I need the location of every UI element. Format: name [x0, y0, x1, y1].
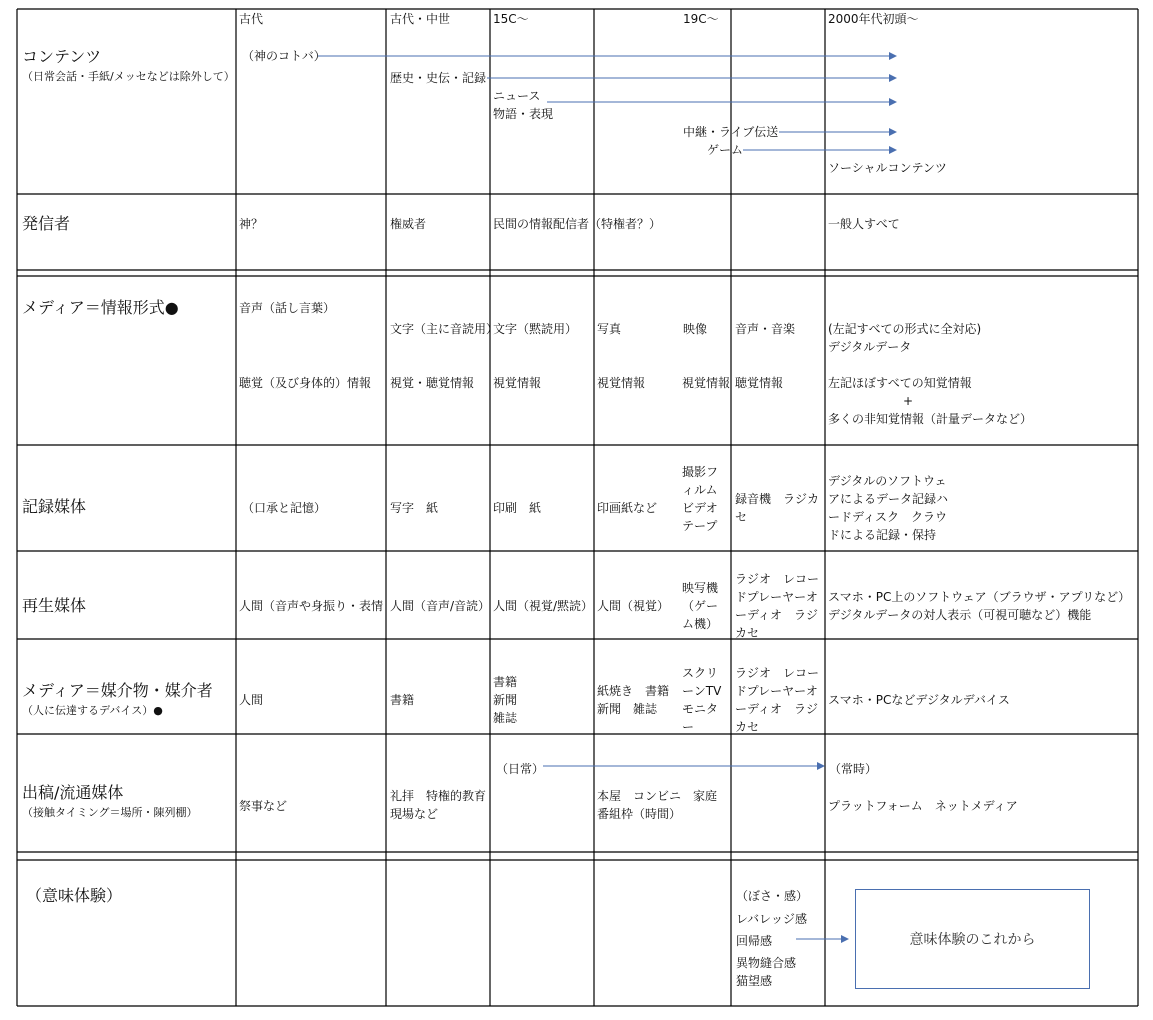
sender-cell: 権威者 [390, 217, 427, 231]
meaning-item: レバレッジ感 [736, 912, 808, 926]
record-cell: （口承と記憶） [242, 501, 327, 515]
distribution-cell: 番組枠（時間） [597, 807, 682, 821]
intermediary-cell: スマホ・PCなどデジタルデバイス [828, 693, 1010, 707]
record-cell: 撮影フィルムビデオテープ [682, 465, 719, 533]
row-label-intermediary: メディア＝媒介物・媒介者 [22, 681, 213, 700]
distribution-cell: 礼拝 特権的教育 [390, 789, 487, 803]
distribution-cell: 現場など [390, 807, 439, 821]
era-2000s: 2000年代初頭～ [828, 12, 919, 26]
intermediary-cell: 紙焼き 書籍 [597, 684, 670, 698]
playback-cell: 人間（視覚） [597, 599, 670, 613]
era-ancient: 古代 [239, 12, 264, 26]
row-sublabel-intermediary: （人に伝達するデバイス）● [22, 704, 163, 717]
intermediary-cell: 人間 [239, 693, 264, 707]
row-sublabel-distribution: （接触タイミング＝場所・陳列棚） [22, 806, 198, 819]
meaning-future-box: 意味体験のこれから [855, 889, 1090, 989]
format-cell: 文字（主に音読用） [390, 322, 499, 336]
intermediary-cell: ラジオ レコードプレーヤーオーディオ ラジカセ [735, 666, 820, 734]
row-label-media-form: メディア＝情報形式● [22, 298, 179, 317]
record-cell: 写字 紙 [390, 501, 439, 515]
era-19c: 19C～ [683, 12, 719, 26]
row-label-record: 記録媒体 [22, 497, 87, 516]
format-cell: 写真 [597, 322, 622, 336]
intermediary-cell: 新聞 雑誌 [597, 702, 658, 716]
content-item: 中継・ライブ伝送 [683, 125, 779, 139]
sense-cell: 視覚情報 [597, 376, 646, 390]
meaning-item: （ぼさ・感） [736, 889, 809, 903]
sense-plus: + [903, 394, 914, 408]
sense-cell: 聴覚（及び身体的）情報 [239, 376, 372, 390]
format-cell: 文字（黙読用） [493, 322, 578, 336]
format-cell: (左記すべての形式に全対応) [828, 322, 982, 336]
distribution-cell: （常時） [829, 762, 878, 776]
intermediary-cell: 新聞 [493, 693, 518, 707]
content-item: （神のコトバ） [242, 49, 326, 63]
sense-cell: 多くの非知覚情報（計量データなど） [828, 412, 1033, 426]
era-ancient-medieval: 古代・中世 [390, 12, 451, 26]
row-label-sender: 発信者 [22, 214, 71, 233]
sender-cell: 一般人すべて [828, 217, 900, 231]
playback-cell: スマホ・PC上のソフトウェア（ブラウザ・アプリなど） [828, 590, 1131, 604]
playback-cell: ラジオ レコードプレーヤーオーディオ ラジカセ [735, 572, 820, 640]
playback-cell: 人間（視覚/黙読） [493, 599, 594, 613]
format-cell: 音声・音楽 [735, 322, 796, 336]
meaning-item: 回帰感 [736, 934, 773, 948]
sense-cell: 視覚情報 [682, 376, 731, 390]
content-item: ゲーム [707, 143, 744, 157]
meaning-item: 猫望感 [736, 974, 773, 988]
intermediary-cell: 雑誌 [493, 711, 518, 725]
sense-cell: 視覚・聴覚情報 [390, 376, 475, 390]
intermediary-cell: 書籍 [493, 675, 518, 689]
content-item: ニュース [493, 89, 541, 103]
row-label-meaning: （意味体験） [26, 886, 123, 905]
era-15c: 15C～ [493, 12, 529, 26]
format-cell: 映像 [683, 322, 708, 336]
playback-cell: 映写機（ゲーム機） [682, 581, 719, 631]
record-cell: 印刷 紙 [493, 501, 542, 515]
playback-cell: 人間（音声や身振り・表情 [239, 599, 384, 613]
distribution-cell: プラットフォーム ネットメディア [828, 799, 1018, 813]
meaning-item: 異物縫合感 [736, 956, 797, 970]
format-cell: デジタルデータ [828, 340, 912, 354]
intermediary-cell: スクリーンTVモニター [682, 666, 722, 734]
content-item: ソーシャルコンテンツ [828, 161, 947, 175]
intermediary-cell: 書籍 [390, 693, 415, 707]
sense-cell: 視覚情報 [493, 376, 542, 390]
distribution-cell: （日常） [496, 762, 545, 776]
sense-cell: 左記ほぼすべての知覚情報 [828, 376, 972, 390]
row-label-contents: コンテンツ [22, 47, 102, 66]
content-item: 物語・表現 [493, 107, 554, 121]
record-cell: 録音機 ラジカセ [735, 492, 820, 524]
format-cell: 音声（話し言葉） [239, 301, 336, 315]
playback-cell: 人間（音声/音読） [390, 599, 491, 613]
content-item: 歴史・史伝・記録 [390, 71, 487, 85]
sender-cell: 民間の情報配信者（特権者？） [493, 217, 662, 231]
distribution-cell: 祭事など [239, 799, 288, 813]
row-label-playback: 再生媒体 [22, 596, 87, 615]
record-cell: 印画紙など [597, 501, 658, 515]
playback-cell: デジタルデータの対人表示（可視可聴など）機能 [828, 608, 1092, 622]
sense-cell: 聴覚情報 [735, 376, 784, 390]
sender-cell: 神？ [239, 217, 264, 231]
record-cell: デジタルのソフトウェアによるデータ記録ハードディスク クラウドによる記録・保持 [828, 474, 949, 542]
row-sublabel-contents: （日常会話・手紙/メッセなどは除外して） [22, 70, 235, 83]
distribution-cell: 本屋 コンビニ 家庭 [597, 789, 718, 803]
row-label-distribution: 出稿/流通媒体 [22, 783, 124, 802]
